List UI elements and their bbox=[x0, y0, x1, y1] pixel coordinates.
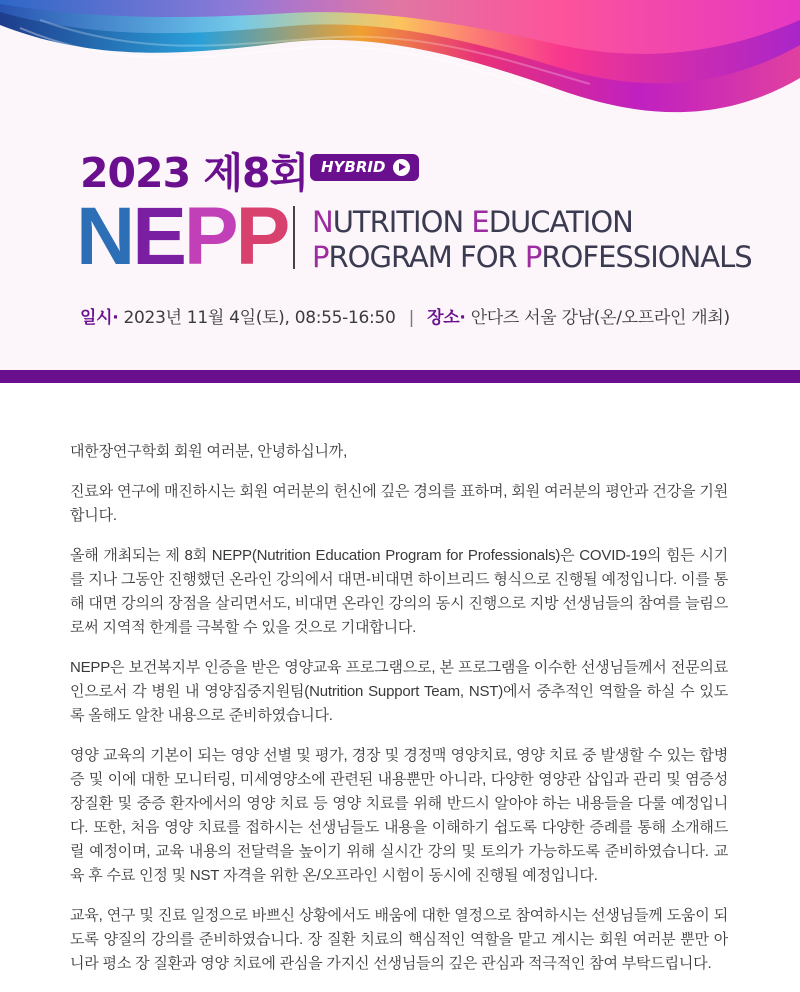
welcome-letter bbox=[70, 440, 728, 992]
letter-paragraph: 교육, 연구 및 진료 일정으로 바쁘신 상황에서도 배움에 대한 열정으로 참여하시는 선생님들께 도움이 되도록 양질의 강의를 준비하였습니다. 장 질환 치료의 핵심적인 역할을 맡고 계시는 회원 여러분 뿐만 아니라 평소 장 질환과 영양 치료에 관심을 가지신 선생님들의 깊은 관심과 적극적인 참여 부탁드립니다. bbox=[70, 907, 729, 972]
letter-paragraph: 올해 개최되는 제 8회 NEPP(Nutrition Education Program for Professionals)은 COVID-19의 힘든 시기를 지나 그동안 진행했던 온라인 강의에서 대면-비대면 하이브리드 형식으로 진행될 예정입니다. 이를 통해 대면 강의의 장점을 살리면서도, 비대면 온라인 강의의 동시 진행으로 지방 선생님들의 참여를 늘림으로써 지역적 한계를 극복할 수 있을 것으로 기대합니다. bbox=[70, 547, 728, 636]
letter-paragraph: NEPP은 보건복지부 인증을 받은 영양교육 프로그램으로, 본 프로그램을 이수한 선생님들께서 전문의료인으로서 각 병원 내 영양집중지원팀(Nutrition Support Team, NST)에서 중추적인 역할을 하실 수 있도록 올해도 알찬 내용으로 준비하였습니다. bbox=[70, 659, 728, 724]
letter-greeting: 대한장연구학회 회원 여러분, 안녕하십니까, bbox=[70, 443, 348, 460]
letter-paragraph: 진료와 연구에 매진하시는 회원 여러분의 헌신에 깊은 경의를 표하며, 회원 여러분의 평안과 건강을 기원합니다. bbox=[70, 483, 728, 524]
info-separator: | bbox=[408, 308, 415, 328]
logo-letter-e: E bbox=[132, 191, 184, 282]
logo-letter-n: N bbox=[76, 191, 133, 282]
play-icon bbox=[393, 159, 410, 176]
date-label: 일시· bbox=[80, 308, 119, 328]
event-info bbox=[80, 303, 730, 328]
logo-letter-p2: P bbox=[235, 191, 288, 282]
logo-letter-p1: P bbox=[183, 191, 236, 282]
venue-label: 장소· bbox=[427, 308, 466, 328]
banner-header bbox=[0, 0, 800, 370]
edition-title: 2023 제8회 bbox=[80, 149, 309, 197]
program-name-line1: NUTRITION EDUCATION bbox=[312, 205, 633, 239]
letter-paragraph: 영양 교육의 기본이 되는 영양 선별 및 평가, 경장 및 경정맥 영양치료, 영양 치료 중 발생할 수 있는 합병증 및 이에 대한 모니터링, 미세영양소에 관련된 내용뿐만 아니라, 다양한 영양관 삽입과 관리 및 염증성장질환 및 중증 환자에서의 영양 치료 등 영양 치료를 위해 반드시 알아야 하는 내용들을 다룰 예정입니다. 또한, 처음 영양 치료를 접하시는 선생님들도 내용을 이해하기 쉽도록 다양한 증례를 통해 소개해드릴 예정이며, 교육 내용의 전달력을 높이기 위해 실시간 강의 및 토의가 가능하도록 준비하였습니다. 교육 후 수료 인정 및 NST 자격을 위한 온/오프라인 시험이 동시에 진행될 예정입니다. bbox=[70, 747, 729, 884]
hybrid-badge bbox=[310, 154, 419, 181]
hybrid-badge-label: HYBRID bbox=[321, 158, 386, 176]
venue-value: 안다즈 서울 강남(온/오프라인 개최) bbox=[470, 308, 730, 328]
logo-divider bbox=[293, 206, 295, 269]
program-full-name bbox=[312, 205, 752, 275]
accent-band bbox=[0, 370, 800, 383]
decorative-wave-graphic bbox=[0, 0, 800, 140]
program-name-line2: PROGRAM FOR PROFESSIONALS bbox=[312, 240, 752, 274]
nepp-logo bbox=[76, 191, 288, 282]
date-value: 2023년 11월 4일(토), 08:55-16:50 bbox=[123, 308, 396, 328]
